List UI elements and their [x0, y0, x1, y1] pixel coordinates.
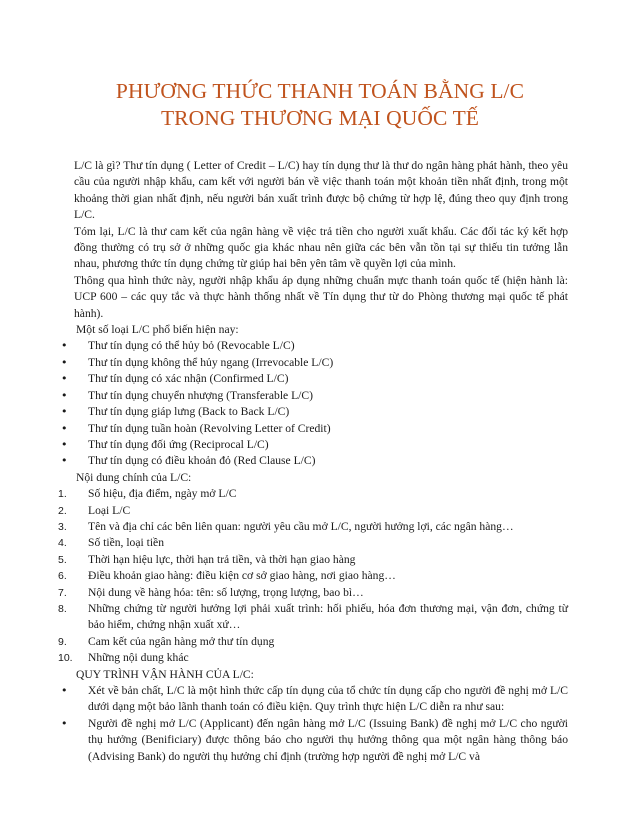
list-item	[58, 552, 568, 568]
list-item: • Người đề nghị mở L/C (Applicant) đến ngân hàng mở L/C (Issuing Bank) đề nghị mở L/C cho người thụ hưởng (Benificiary) được thông báo cho người thụ hưởng thông qua một ngân hàng thông báo (Advising Bank) do người thụ hưởng chỉ định (trường hợp người đề nghị mở L/C và	[74, 716, 568, 765]
list-item: • Thư tín dụng giáp lưng (Back to Back L/C)	[74, 404, 568, 420]
list-item: • Thư tín dụng có thể hủy bỏ (Revocable L/C)	[74, 338, 568, 354]
list-item	[58, 519, 568, 535]
item-text: Số tiền, loại tiền	[88, 536, 164, 550]
lc-process-list	[74, 683, 568, 765]
item-number: 9.	[58, 635, 67, 648]
lc-process-heading: QUY TRÌNH VẬN HÀNH CỦA L/C:	[76, 667, 254, 681]
list-item	[58, 503, 568, 519]
item-number: 2.	[58, 504, 67, 517]
item-number: 7.	[58, 586, 67, 599]
item-number: 4.	[58, 537, 67, 550]
item-number: 5.	[58, 553, 67, 566]
list-item: • Thư tín dụng tuần hoàn (Revolving Letter of Credit)	[74, 421, 568, 437]
list-item: • Thư tín dụng có điều khoản đỏ (Red Clause L/C)	[74, 453, 568, 469]
list-item	[58, 601, 568, 634]
lc-types-list	[74, 338, 568, 469]
list-item: • Thư tín dụng chuyển nhượng (Transferable L/C)	[74, 388, 568, 404]
item-text: Số hiệu, địa điểm, ngày mở L/C	[88, 487, 237, 501]
item-text: Những chứng từ người hưởng lợi phải xuất trình: hối phiếu, hóa đơn thương mại, vận đơn, chứng từ bảo hiểm, chứng nhận xuất xứ…	[88, 601, 568, 632]
item-number: 6.	[58, 570, 67, 583]
document-title	[60, 78, 580, 132]
lc-contents-list	[58, 486, 568, 666]
item-text: Tên và địa chỉ các bên liên quan: người yêu cầu mở L/C, người hưởng lợi, các ngân hàng…	[88, 519, 514, 533]
list-item	[58, 486, 568, 502]
list-item	[58, 650, 568, 666]
document-body	[58, 158, 568, 765]
list-item: • Thư tín dụng không thể hủy ngang (Irrevocable L/C)	[74, 355, 568, 371]
lc-types-heading: Một số loại L/C phổ biến hiện nay:	[76, 323, 239, 337]
list-item: • Thư tín dụng đối ứng (Reciprocal L/C)	[74, 437, 568, 453]
intro-paragraph-3: Thông qua hình thức này, người nhập khẩu áp dụng những chuẩn mực thanh toán quốc tế (hiện hành là: UCP 600 – các quy tắc và thực hành thống nhất về Tín dụng thư từ do Phòng thương mại quốc tế phát hành).	[74, 273, 568, 320]
item-text: Cam kết của ngân hàng mở thư tín dụng	[88, 634, 275, 648]
item-text: Điều khoản giao hàng: điều kiện cơ sở giao hàng, nơi giao hàng…	[88, 569, 396, 583]
list-item: • Xét về bản chất, L/C là một hình thức cấp tín dụng của tổ chức tín dụng cấp cho người đề nghị mở L/C dưới dạng một bảo lãnh thanh toán có điều kiện. Quy trình thực hiện L/C diễn ra như sau:	[74, 683, 568, 716]
item-number: 3.	[58, 520, 67, 533]
item-number: 10.	[58, 652, 73, 665]
list-item	[58, 634, 568, 650]
item-text: Nội dung về hàng hóa: tên: số lượng, trọng lượng, bao bì…	[88, 585, 364, 599]
intro-paragraph-1: L/C là gì? Thư tín dụng ( Letter of Credit – L/C) hay tín dụng thư là thư do ngân hàng phát hành, theo yêu cầu của người nhập khẩu, cam kết với người bán về việc thanh toán một khoản tiền nhất định, trong một khoảng thời gian nhất định, nếu người bán xuất trình được bộ chứng từ hợp lệ, đúng theo quy định trong L/C.	[74, 159, 568, 222]
list-item: • Thư tín dụng có xác nhận (Confirmed L/C)	[74, 371, 568, 387]
lc-contents-heading: Nội dung chính của L/C:	[76, 470, 192, 484]
list-item	[58, 585, 568, 601]
item-text: Thời hạn hiệu lực, thời hạn trả tiền, và thời hạn giao hàng	[88, 552, 356, 566]
item-number: 1.	[58, 488, 67, 501]
list-item	[58, 535, 568, 551]
intro-paragraph-2: Tóm lại, L/C là thư cam kết của ngân hàng về việc trả tiền cho người xuất khẩu. Các đối tác ký kết hợp đồng thường có trụ sở ở những quốc gia khác nhau nên giữa các bên vẫn tồn tại sự thiếu tin tưởng lẫn nhau, phương thức tín dụng chứng từ giúp hai bên yên tâm về quyền lợi của mình.	[74, 224, 568, 271]
item-number: 8.	[58, 602, 67, 615]
list-item	[58, 568, 568, 584]
title-line-2: TRONG THƯƠNG MẠI QUỐC TẾ	[160, 106, 480, 130]
item-text: Loại L/C	[88, 503, 131, 517]
item-text: Những nội dung khác	[88, 651, 189, 665]
title-line-1: PHƯƠNG THỨC THANH TOÁN BẰNG L/C	[115, 79, 525, 103]
